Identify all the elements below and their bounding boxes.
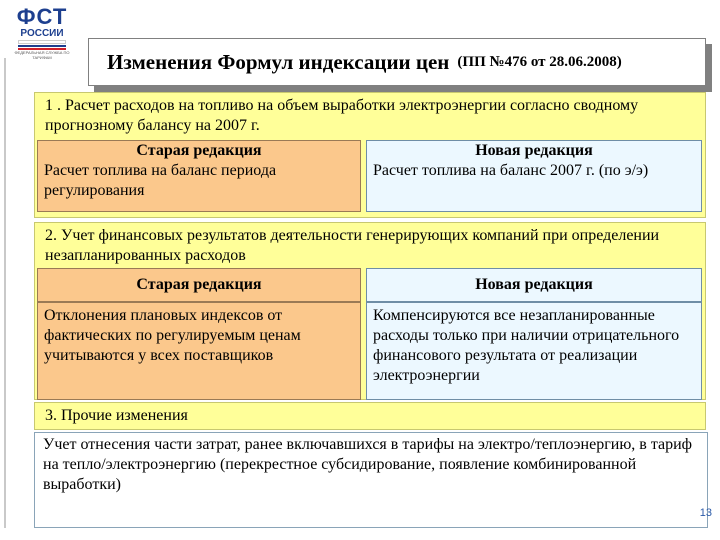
slide-title	[88, 38, 712, 92]
section-2-old-title: Старая редакция	[37, 268, 361, 302]
section-1-old-text: Расчет топлива на баланс периода регулирования	[44, 162, 277, 199]
section-1-old-title: Старая редакция	[136, 142, 262, 159]
logo-text-sub: РОССИИ	[20, 28, 64, 39]
left-accent-line	[4, 58, 6, 528]
section-3-text: Учет отнесения части затрат, ранее включавшихся в тарифы на электро/теплоэнергию, в тариф на тепло/электроэнергию (перекрестное субсидирование, появление комбинированной выработки)	[43, 436, 693, 493]
logo-tagline: ФЕДЕРАЛЬНАЯ СЛУЖБА ПО ТАРИФАМ	[14, 50, 70, 60]
title-main-text: Изменения Формул индексации цен	[107, 49, 450, 74]
section-1-new-title: Новая редакция	[475, 142, 593, 159]
section-2-heading: 2. Учет финансовых результатов деятельности генерирующих компаний при определении незапланированных расходов	[45, 227, 660, 264]
section-3-box	[34, 432, 708, 528]
section-2-new-text: Компенсируются все незапланированные расходы только при наличии отрицательного финансового результата от реализации электроэнергии	[373, 307, 680, 384]
section-2-old-box	[37, 302, 361, 400]
section-1-new-box	[366, 140, 702, 212]
section-2-old-text: Отклонения плановых индексов от фактических по регулируемым ценам учитываются у всех поставщиков	[44, 307, 301, 364]
flag-stripes-icon	[18, 40, 66, 48]
page-number: 13	[699, 507, 712, 519]
section-3-heading: 3. Прочие изменения	[45, 407, 188, 424]
section-1-heading: 1 . Расчет расходов на топливо на объем выработки электроэнергии согласно сводному прогнозному балансу на 2007 г.	[45, 97, 639, 134]
title-reference: (ПП №476 от 28.06.2008)	[457, 53, 622, 70]
section-3-panel	[34, 402, 706, 430]
section-1-new-text: Расчет топлива на баланс 2007 г. (по э/э)	[373, 162, 649, 179]
title-frame	[88, 38, 706, 86]
logo-text-main: ФСТ	[16, 4, 68, 29]
section-2-new-box	[366, 302, 702, 400]
fst-logo	[8, 4, 80, 60]
section-2-new-title: Новая редакция	[366, 268, 702, 302]
section-1-old-box	[37, 140, 361, 212]
